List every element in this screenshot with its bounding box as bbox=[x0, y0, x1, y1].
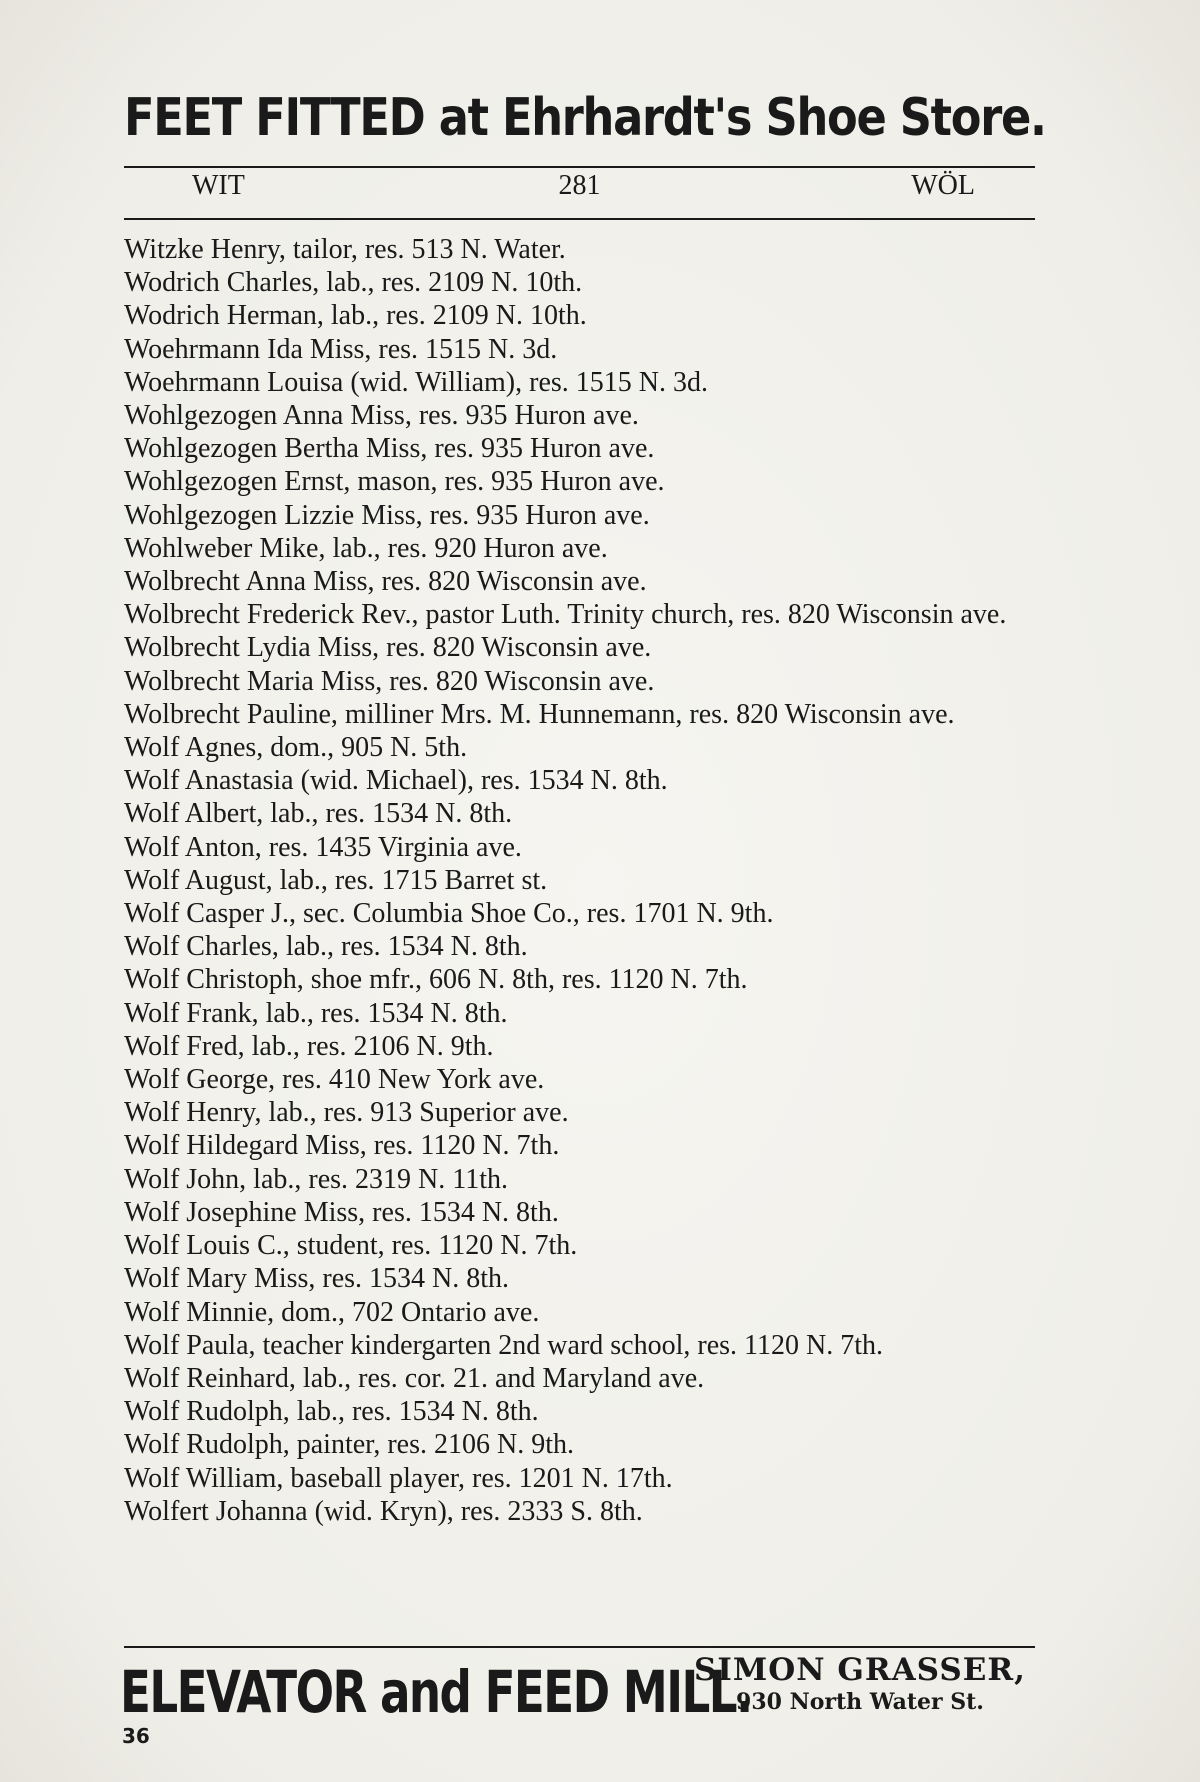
directory-entry: Wohlgezogen Ernst, mason, res. 935 Huron ave. bbox=[124, 466, 665, 498]
directory-entry: Wolf Minnie, dom., 702 Ontario ave. bbox=[124, 1296, 540, 1328]
directory-entry: Wohlweber Mike, lab., res. 920 Huron ave. bbox=[124, 532, 608, 564]
directory-entry: Woehrmann Louisa (wid. William), res. 1515 N. 3d. bbox=[124, 366, 708, 398]
directory-entry: Wolf Agnes, dom., 905 N. 5th. bbox=[124, 732, 468, 764]
directory-entry: Wolf Louis C., student, res. 1120 N. 7th. bbox=[124, 1230, 578, 1262]
directory-entry: Wolfert Johanna (wid. Kryn), res. 2333 S. 8th. bbox=[124, 1495, 643, 1527]
directory-entry: Wolf Hildegard Miss, res. 1120 N. 7th. bbox=[124, 1130, 560, 1162]
bottom-ad-business bbox=[680, 1652, 1040, 1716]
bottom-advertisement bbox=[120, 1652, 1040, 1732]
bottom-ad-slogan: ELEVATOR and FEED MILL. bbox=[120, 1658, 752, 1726]
running-header bbox=[124, 170, 1035, 210]
directory-entry: Wolf Casper J., sec. Columbia Shoe Co., res. 1701 N. 9th. bbox=[124, 898, 774, 930]
directory-entry: Wolf August, lab., res. 1715 Barret st. bbox=[124, 864, 548, 896]
bottom-ad-address: 930 North Water St. bbox=[736, 1689, 984, 1715]
directory-entry: Wolf Frank, lab., res. 1534 N. 8th. bbox=[124, 997, 508, 1029]
directory-entry: Wolf Christoph, shoe mfr., 606 N. 8th, res. 1120 N. 7th. bbox=[124, 964, 748, 996]
header-guide-word-left: WIT bbox=[192, 170, 245, 201]
directory-entry: Wolf Rudolph, lab., res. 1534 N. 8th. bbox=[124, 1396, 539, 1428]
directory-entry: Wolf Reinhard, lab., res. cor. 21. and Maryland ave. bbox=[124, 1362, 705, 1394]
directory-entry: Wohlgezogen Bertha Miss, res. 935 Huron ave. bbox=[124, 433, 655, 465]
directory-entry: Wolbrecht Anna Miss, res. 820 Wisconsin ave. bbox=[124, 566, 647, 598]
directory-entry: Wolf John, lab., res. 2319 N. 11th. bbox=[124, 1163, 509, 1195]
directory-entry: Wolf Albert, lab., res. 1534 N. 8th. bbox=[124, 798, 513, 830]
directory-entry: Wodrich Charles, lab., res. 2109 N. 10th. bbox=[124, 267, 583, 299]
header-guide-word-right: WÖL bbox=[911, 170, 975, 201]
directory-entry: Wodrich Herman, lab., res. 2109 N. 10th. bbox=[124, 300, 587, 332]
directory-entry: Wolf Paula, teacher kindergarten 2nd ward school, res. 1120 N. 7th. bbox=[124, 1329, 883, 1361]
directory-entry: Wolf Fred, lab., res. 2106 N. 9th. bbox=[124, 1030, 494, 1062]
directory-entry: Wolf George, res. 410 New York ave. bbox=[124, 1064, 545, 1096]
directory-entry: Wohlgezogen Lizzie Miss, res. 935 Huron ave. bbox=[124, 499, 650, 531]
directory-entry: Wolf Henry, lab., res. 913 Superior ave. bbox=[124, 1097, 569, 1129]
directory-entry: Wolbrecht Maria Miss, res. 820 Wisconsin ave. bbox=[124, 665, 655, 697]
header-top-rule bbox=[124, 166, 1035, 168]
footer-rule bbox=[124, 1646, 1035, 1648]
footer-number: 36 bbox=[122, 1724, 150, 1748]
directory-entry: Wolf Rudolph, painter, res. 2106 N. 9th. bbox=[124, 1429, 575, 1461]
directory-entry: Wolf William, baseball player, res. 1201 N. 17th. bbox=[124, 1462, 673, 1494]
directory-entry: Wolf Anastasia (wid. Michael), res. 1534 N. 8th. bbox=[124, 765, 668, 797]
directory-entry: Wolf Mary Miss, res. 1534 N. 8th. bbox=[124, 1263, 510, 1295]
directory-entry: Wolbrecht Pauline, milliner Mrs. M. Hunnemann, res. 820 Wisconsin ave. bbox=[124, 698, 955, 730]
header-bottom-rule bbox=[124, 218, 1035, 220]
directory-entries bbox=[124, 233, 1035, 1528]
directory-entry: Wolf Anton, res. 1435 Virginia ave. bbox=[124, 831, 522, 863]
directory-entry: Wolf Charles, lab., res. 1534 N. 8th. bbox=[124, 931, 528, 963]
top-advertisement: FEET FITTED at Ehrhardt's Shoe Store. bbox=[124, 88, 1046, 148]
directory-entry: Wolbrecht Frederick Rev., pastor Luth. Trinity church, res. 820 Wisconsin ave. bbox=[124, 599, 1007, 631]
directory-entry: Wolf Josephine Miss, res. 1534 N. 8th. bbox=[124, 1196, 559, 1228]
page-number: 281 bbox=[558, 170, 601, 201]
directory-entry: Woehrmann Ida Miss, res. 1515 N. 3d. bbox=[124, 333, 558, 365]
directory-entry: Wohlgezogen Anna Miss, res. 935 Huron ave. bbox=[124, 400, 639, 432]
directory-entry: Wolbrecht Lydia Miss, res. 820 Wisconsin ave. bbox=[124, 632, 652, 664]
directory-entry: Witzke Henry, tailor, res. 513 N. Water. bbox=[124, 234, 566, 265]
bottom-ad-name: SIMON GRASSER, bbox=[694, 1652, 1026, 1688]
